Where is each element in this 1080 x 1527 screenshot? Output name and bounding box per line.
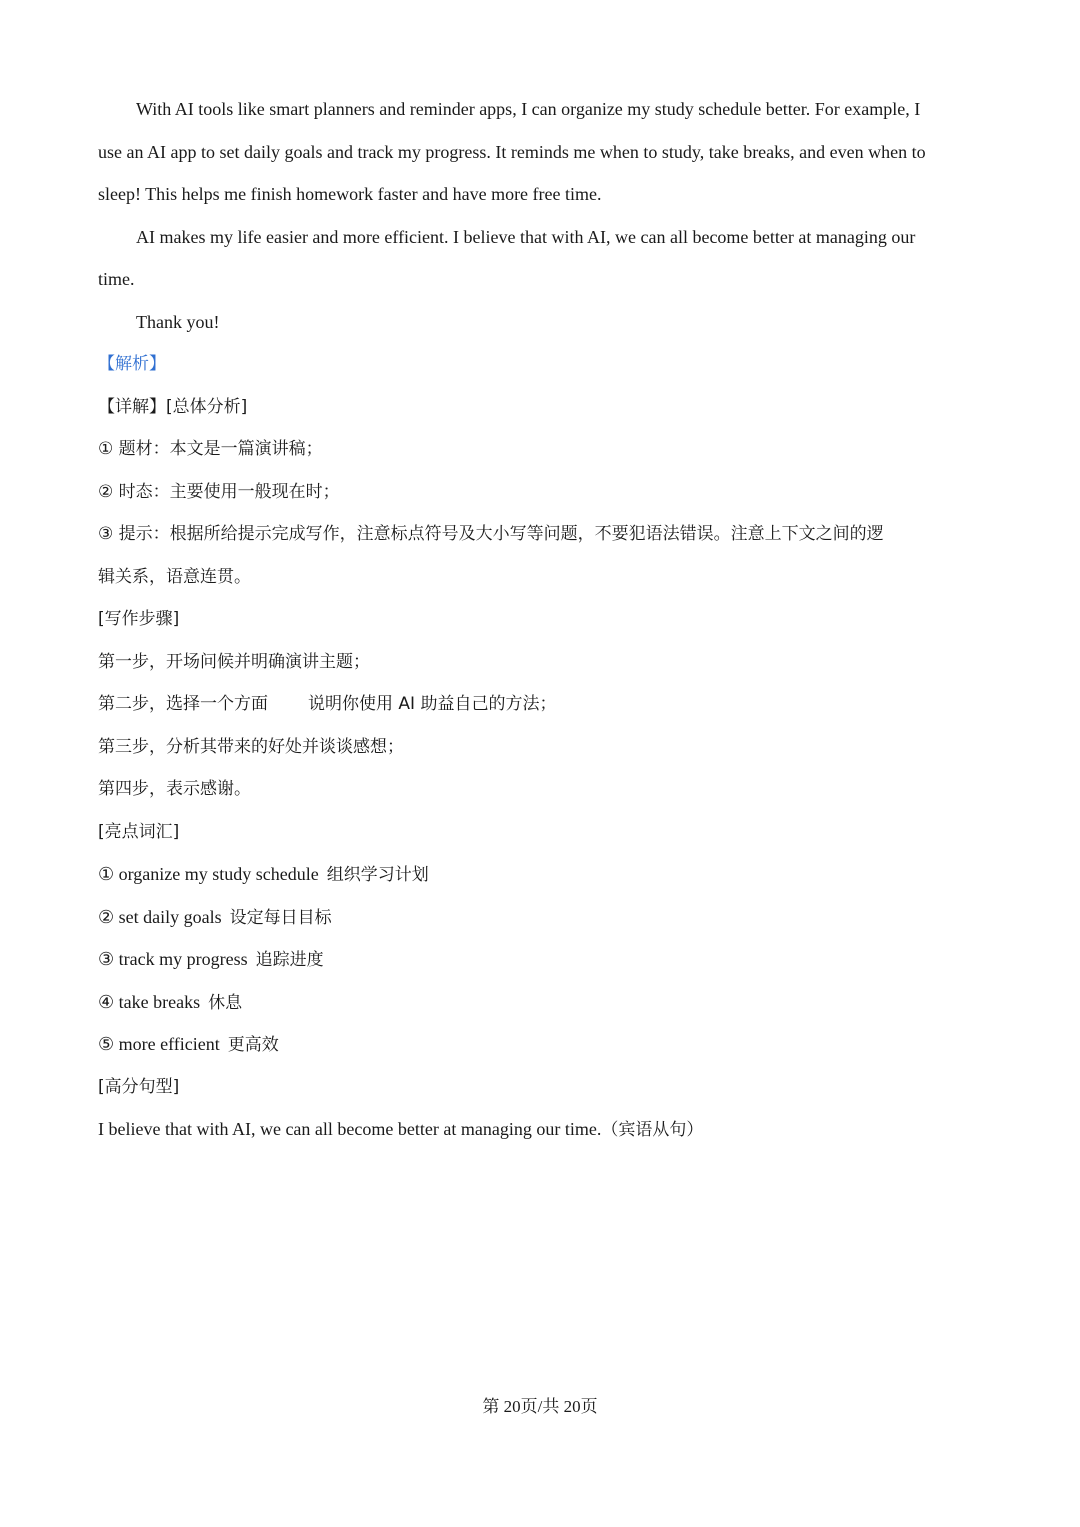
page-indicator: 第 20页/共 20页 — [482, 1397, 598, 1416]
overall-item-tip-line-1: ③ 提示：根据所给提示完成写作，注意标点符号及大小写等问题，不要犯语法错误。注意上下文之间的逻 — [98, 524, 884, 544]
key-sentence-text: I believe that with AI, we can all become better at managing our time. — [98, 1119, 602, 1139]
vocab-cn: 设定每日目标 — [229, 907, 332, 928]
document-page — [98, 88, 983, 1151]
sentence-header: [高分句型] — [98, 1076, 180, 1097]
step-2 — [98, 683, 983, 726]
vocab-en: ① organize my study schedule — [98, 864, 319, 884]
key-sentence — [98, 1108, 983, 1151]
essay-paragraph-1-line-1: With AI tools like smart planners and reminder apps, I can organize my study schedule better. For example, I — [136, 99, 921, 119]
vocab-cn: 休息 — [208, 992, 243, 1013]
step-3: 第三步，分析其带来的好处并谈谈感想； — [98, 736, 404, 757]
vocab-item — [98, 896, 983, 939]
essay-paragraph-2-line-2: time. — [98, 269, 135, 289]
step-2-part-2: 说明你使用 AI 助益自己的方法； — [308, 694, 557, 714]
detail-header: 【详解】[总体分析] — [98, 396, 248, 417]
vocab-en: ③ track my progress — [98, 949, 248, 969]
overall-item-tense: ② 时态：主要使用一般现在时； — [98, 481, 340, 502]
steps-header: [写作步骤] — [98, 609, 180, 629]
vocab-cn: 更高效 — [227, 1035, 279, 1055]
key-sentence-note: （宾语从句） — [601, 1120, 704, 1140]
vocab-cn: 组织学习计划 — [326, 865, 429, 885]
vocab-item — [98, 853, 983, 896]
analysis-label: 【解析】 — [98, 354, 166, 374]
vocab-item — [98, 981, 983, 1024]
essay-closing: Thank you! — [136, 311, 220, 332]
essay-paragraph-2-line-1: AI makes my life easier and more efficient. I believe that with AI, we can all become better at managing our — [136, 226, 916, 247]
vocab-item — [98, 1023, 983, 1066]
step-2-part-1: 第二步，选择一个方面 — [98, 694, 268, 714]
overall-item-tip-line-2: 辑关系，语意连贯。 — [98, 566, 251, 587]
vocab-item — [98, 938, 983, 981]
vocab-header: [亮点词汇] — [98, 821, 180, 842]
vocab-en: ④ take breaks — [98, 991, 201, 1012]
vocab-en: ⑤ more efficient — [98, 1034, 220, 1054]
step-1: 第一步，开场问候并明确演讲主题； — [98, 651, 370, 672]
essay-paragraph-1-line-3: sleep! This helps me finish homework faster and have more free time. — [98, 184, 602, 204]
vocab-en: ② set daily goals — [98, 906, 222, 927]
vocab-cn: 追踪进度 — [255, 950, 324, 970]
step-4: 第四步，表示感谢。 — [98, 779, 251, 799]
essay-paragraph-1-line-2: use an AI app to set daily goals and track my progress. It reminds me when to study, take breaks, and even when to — [98, 141, 926, 162]
overall-item-topic: ① 题材：本文是一篇演讲稿； — [98, 439, 323, 459]
